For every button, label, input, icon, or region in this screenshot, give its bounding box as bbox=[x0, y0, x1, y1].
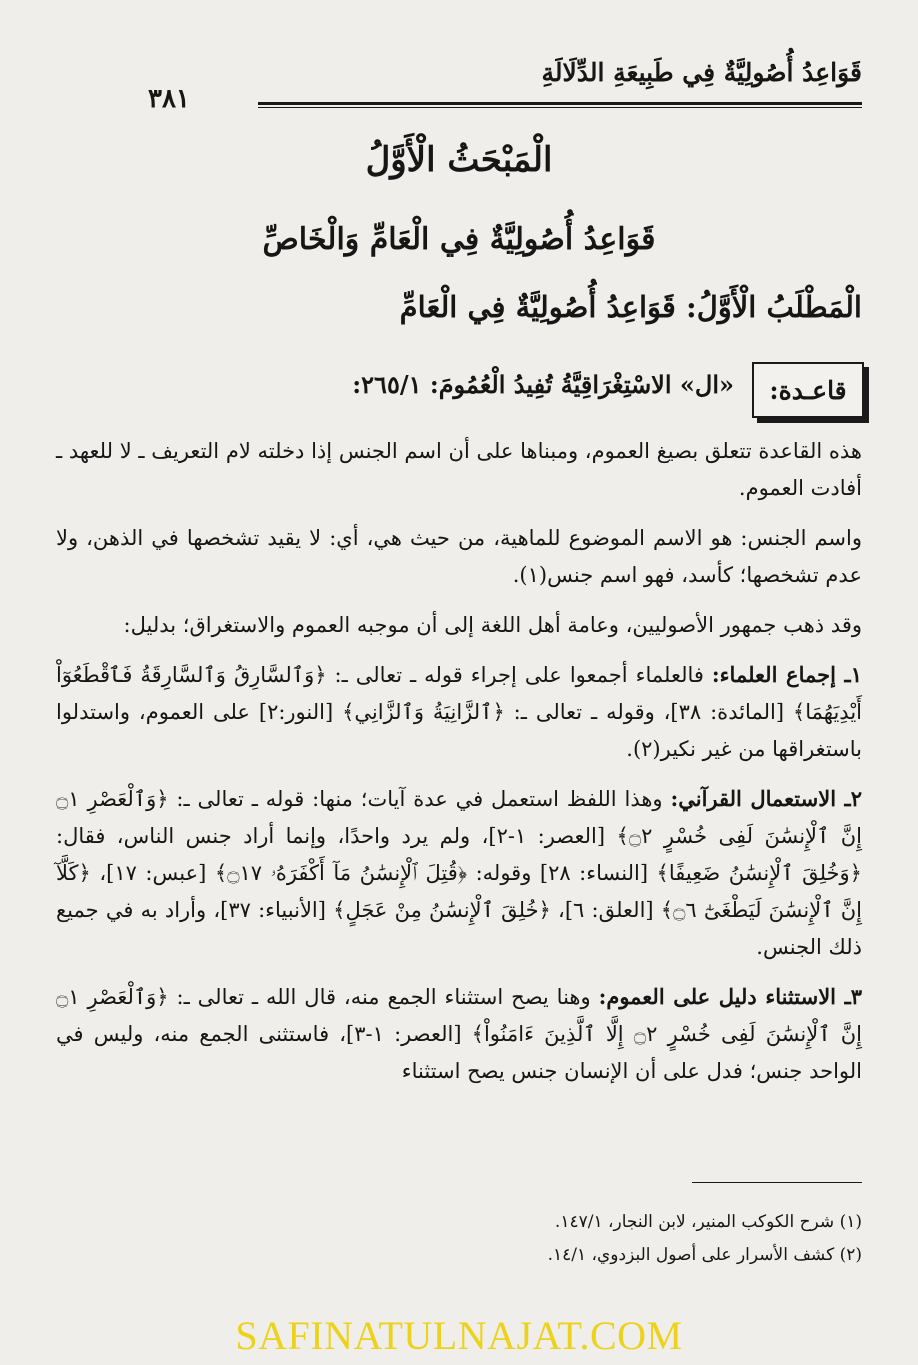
footnote-divider bbox=[692, 1182, 862, 1183]
evidence-exception: ٣ـ الاستثناء دليل على العموم: وهنا يصح استثناء الجمع منه، قال الله ـ تعالى ـ: ﴿وَٱلْعَصْرِ ۝١ إِنَّ ٱلْإِنسَٰنَ لَفِى خُسْرٍ ۝٢ إِلَّا ٱلَّذِينَ ءَامَنُواْ﴾ [العصر: ١-٣]، فاستثنى الجمع منه، وليس في الواحد جنس؛ فدل على أن الإنسان جنس يصح استثناء bbox=[56, 984, 863, 1083]
evidence-consensus: ١ـ إجماع العلماء: فالعلماء أجمعوا على إجراء قوله ـ تعالى ـ: ﴿وَٱلسَّارِقُ وَٱلسَّارِقَةُ فَٱقْطَعُوٓاْ أَيْدِيَهُمَا﴾ [المائدة: ٣٨]، وقوله ـ تعالى ـ: ﴿ٱلزَّانِيَةُ وَٱلزَّانِي﴾ [النور:٢] على العموم، واستدلوا باستغراقها من غير نكير(٢). bbox=[56, 662, 863, 761]
footnotes bbox=[56, 1206, 862, 1272]
page-header bbox=[148, 58, 862, 114]
chapter-title: الْمَبْحَثُ الْأَوَّلُ bbox=[365, 140, 553, 180]
body-text bbox=[56, 432, 862, 1102]
header-rule bbox=[258, 102, 862, 105]
running-title: قَوَاعِدُ أُصُولِيَّةٌ فِي طَبِيعَةِ الدِّلَالَةِ bbox=[541, 58, 862, 87]
paragraph: وقد ذهب جمهور الأصوليين، وعامة أهل اللغة إلى أن موجبه العموم والاستغراق؛ بدليل: bbox=[123, 613, 862, 637]
footnote: (٢) كشف الأسرار على أصول البزدوي، ١٤/١. bbox=[547, 1245, 862, 1265]
evidence-quranic-usage: ٢ـ الاستعمال القرآني: وهذا اللفظ استعمل في عدة آيات؛ منها: قوله ـ تعالى ـ: ﴿وَٱلْعَصْرِ ۝١ إِنَّ ٱلْإِنسَٰنَ لَفِى خُسْرٍ ۝٢﴾ [العصر: ١-٢]، ولم يرد واحدًا، وإنما أراد جنس الناس، فقال: ﴿وَخُلِقَ ٱلْإِنسَٰنُ ضَعِيفًا﴾ [النساء: ٢٨] وقوله: ﴿قُتِلَ ٱلْإِنسَٰنُ مَآ أَكْفَرَهُۥ ۝١٧﴾ [عبس: ١٧]، ﴿كَلَّآ إِنَّ ٱلْإِنسَٰنَ لَيَطْغَىٰٓ ۝٦﴾ [العلق: ٦]، ﴿خُلِقَ ٱلْإِنسَٰنُ مِنْ عَجَلٍ﴾ [الأنبياء: ٣٧]، وأراد به في جميع ذلك الجنس. bbox=[56, 786, 862, 959]
subsection-title: الْمَطْلَبُ الْأَوَّلُ: قَوَاعِدُ أُصُولِيَّةٌ فِي الْعَامِّ bbox=[399, 290, 862, 324]
evidence-heading: ٢ـ الاستعمال القرآني: bbox=[670, 786, 862, 811]
watermark: SAFINATULNAJAT.COM bbox=[235, 1313, 683, 1358]
rule-statement: «ال» الاسْتِغْرَاقِيَّةُ تُفِيدُ الْعُمُومَ: ٢٦٥/١: bbox=[352, 370, 734, 399]
rule-label-box: قاعـدة: bbox=[752, 362, 864, 418]
footnote: (١) شرح الكوكب المنير، لابن النجار، ١٤٧/١. bbox=[554, 1212, 862, 1232]
evidence-heading: ٣ـ الاستثناء دليل على العموم: bbox=[598, 984, 863, 1009]
header-rule-thin bbox=[258, 107, 862, 108]
section-title: قَوَاعِدُ أُصُولِيَّةٌ فِي الْعَامِّ وَالْخَاصِّ bbox=[262, 222, 656, 257]
evidence-heading: ١ـ إجماع العلماء: bbox=[711, 662, 862, 687]
page-number: ٣٨١ bbox=[148, 84, 190, 114]
paragraph: هذه القاعدة تتعلق بصيغ العموم، ومبناها على أن اسم الجنس إذا دخلته لام التعريف ـ لا للعهد ـ أفادت العموم. bbox=[56, 439, 862, 500]
paragraph: واسم الجنس: هو الاسم الموضوع للماهية، من حيث هي، أي: لا يقيد تشخصها في الذهن، ولا عدم تشخصها؛ كأسد، فهو اسم جنس(١). bbox=[56, 526, 862, 587]
